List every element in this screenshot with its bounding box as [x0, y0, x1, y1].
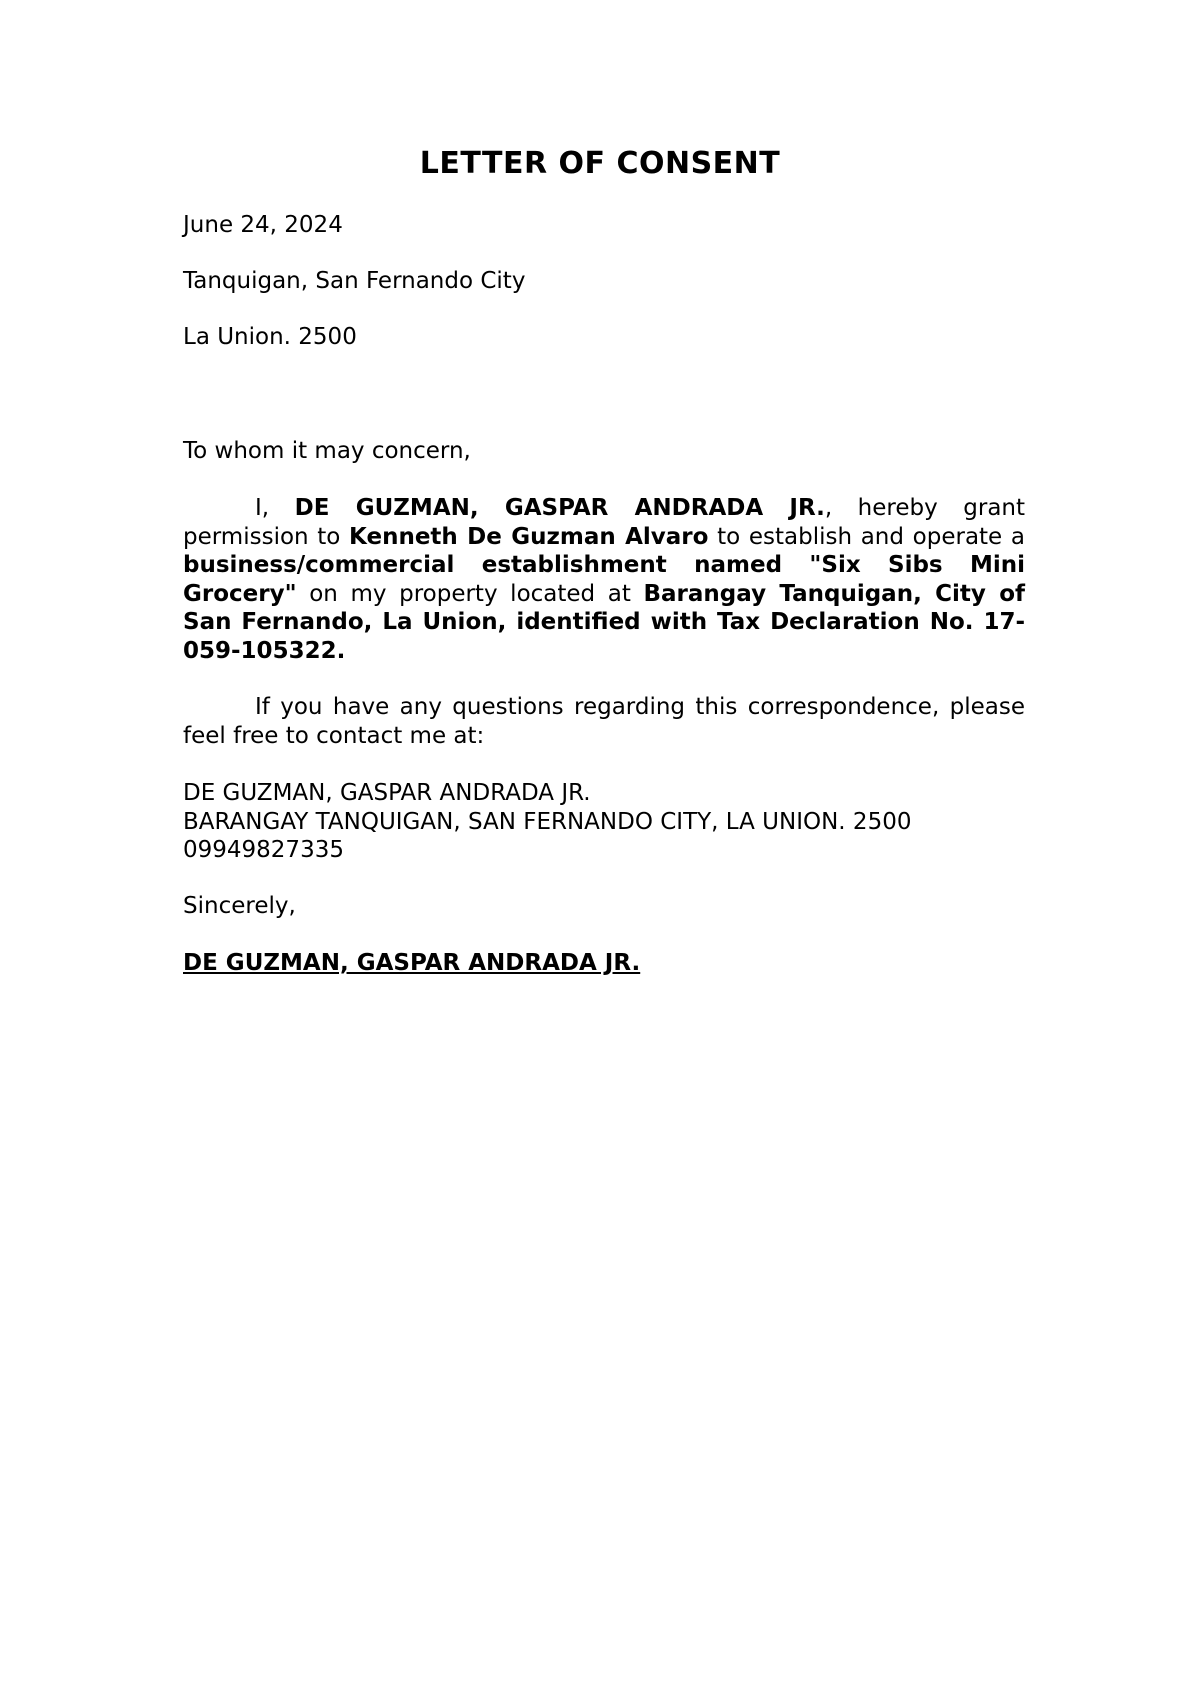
salutation: To whom it may concern, [183, 438, 471, 464]
body1-text-4: on my property located at [296, 580, 644, 607]
body1-text-1: I, [255, 495, 295, 521]
contact-block [183, 779, 911, 865]
contact-phone: 09949827335 [183, 837, 344, 863]
address-line-2: La Union. 2500 [183, 324, 357, 350]
business-name: business/commercial establishment named "Six Sibs Mini Grocery" [183, 552, 1025, 607]
letter-title: LETTER OF CONSENT [419, 146, 781, 181]
grantor-name: DE GUZMAN, GASPAR ANDRADA JR. [294, 495, 825, 521]
closing: Sincerely, [183, 893, 296, 919]
property-location: Barangay Tanquigan, City of San Fernando, La Union, identified with Tax Declaration No. 17-059-105322. [183, 580, 1025, 664]
body1-text-2: , hereby grant permission to [183, 495, 1026, 550]
letter-date: June 24, 2024 [183, 212, 343, 238]
address-line-1: Tanquigan, San Fernando City [183, 268, 526, 294]
contact-name: DE GUZMAN, GASPAR ANDRADA JR. [183, 780, 591, 806]
consent-paragraph [183, 494, 1025, 665]
grantee-name: Kenneth De Guzman Alvaro [349, 523, 709, 550]
contact-address: BARANGAY TANQUIGAN, SAN FERNANDO CITY, LA UNION. 2500 [183, 808, 912, 835]
body1-text-3: to establish and operate a [708, 523, 1025, 550]
questions-paragraph: If you have any questions regarding this correspondence, please feel free to contact me at: [183, 694, 1025, 749]
signature-name: DE GUZMAN, GASPAR ANDRADA JR. [183, 950, 641, 976]
